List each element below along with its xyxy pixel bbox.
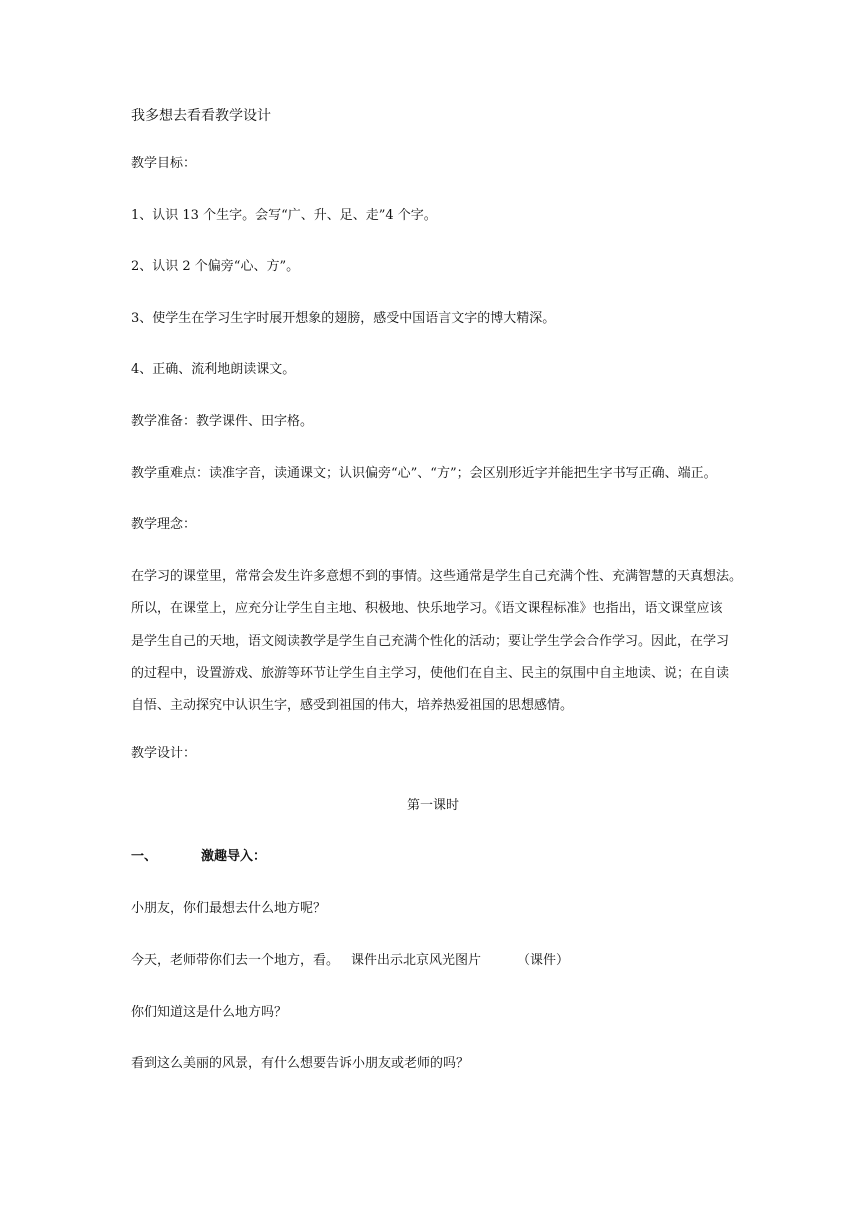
philosophy-line-5: 自悟、主动探究中认识生字，感受到祖国的伟大，培养热爱祖国的思想感情。 (131, 698, 574, 713)
today-line-text: 今天，老师带你们去一个地方，看。 (131, 953, 340, 968)
question-1: 小朋友，你们最想去什么地方呢？ (131, 901, 327, 916)
section-heading-1 (131, 848, 266, 866)
lesson-title: 第一课时 (406, 798, 459, 813)
goals-label: 教学目标： (131, 156, 197, 171)
goal-item-2: 2、认识 2 个偏旁“心、方”。 (131, 259, 300, 274)
philosophy-line-1: 在学习的课堂里，常常会发生许多意想不到的事情。这些通常是学生自己充满个性、充满智慧的天真想法。 (131, 569, 743, 584)
courseware-tag: （课件） (517, 953, 570, 968)
today-line (131, 952, 569, 970)
key-points-text: 教学重难点：读准字音，读通课文；认识偏旁“心”、“方”；会区别形近字并能把生字书写正确、端正。 (131, 466, 717, 481)
philosophy-label: 教学理念： (131, 517, 197, 532)
question-2: 你们知道这是什么地方吗？ (131, 1005, 288, 1020)
philosophy-line-2: 所以，在课堂上，应充分让学生自主地、积极地、快乐地学习。《语文课程标准》也指出，语文课堂应该 (131, 601, 723, 616)
section-number: 一、 (131, 849, 158, 864)
goal-item-4: 4、正确、流利地朗读课文。 (131, 362, 296, 377)
goal-item-1: 1、认识 13 个生字。会写“广、升、足、走”4 个字。 (131, 208, 437, 223)
design-label: 教学设计： (131, 746, 197, 761)
question-3: 看到这么美丽的风景，有什么想要告诉小朋友或老师的吗？ (131, 1056, 470, 1071)
document-title: 我多想去看看教学设计 (131, 108, 271, 124)
philosophy-line-4: 的过程中，设置游戏、旅游等环节让学生自主学习，使他们在自主、民主的氛围中自主地读、说；在自读 (131, 666, 730, 681)
goal-item-3: 3、使学生在学习生字时展开想象的翅膀，感受中国语言文字的博大精深。 (131, 311, 556, 326)
philosophy-line-3: 是学生自己的天地，语文阅读教学是学生自己充满个性化的活动；要让学生学会合作学习。因此，在学习 (131, 634, 730, 649)
courseware-note: 课件出示北京风光图片 (351, 953, 482, 968)
preparation-text: 教学准备：教学课件、田字格。 (131, 414, 314, 429)
section-title: 激趣导入： (201, 849, 267, 864)
